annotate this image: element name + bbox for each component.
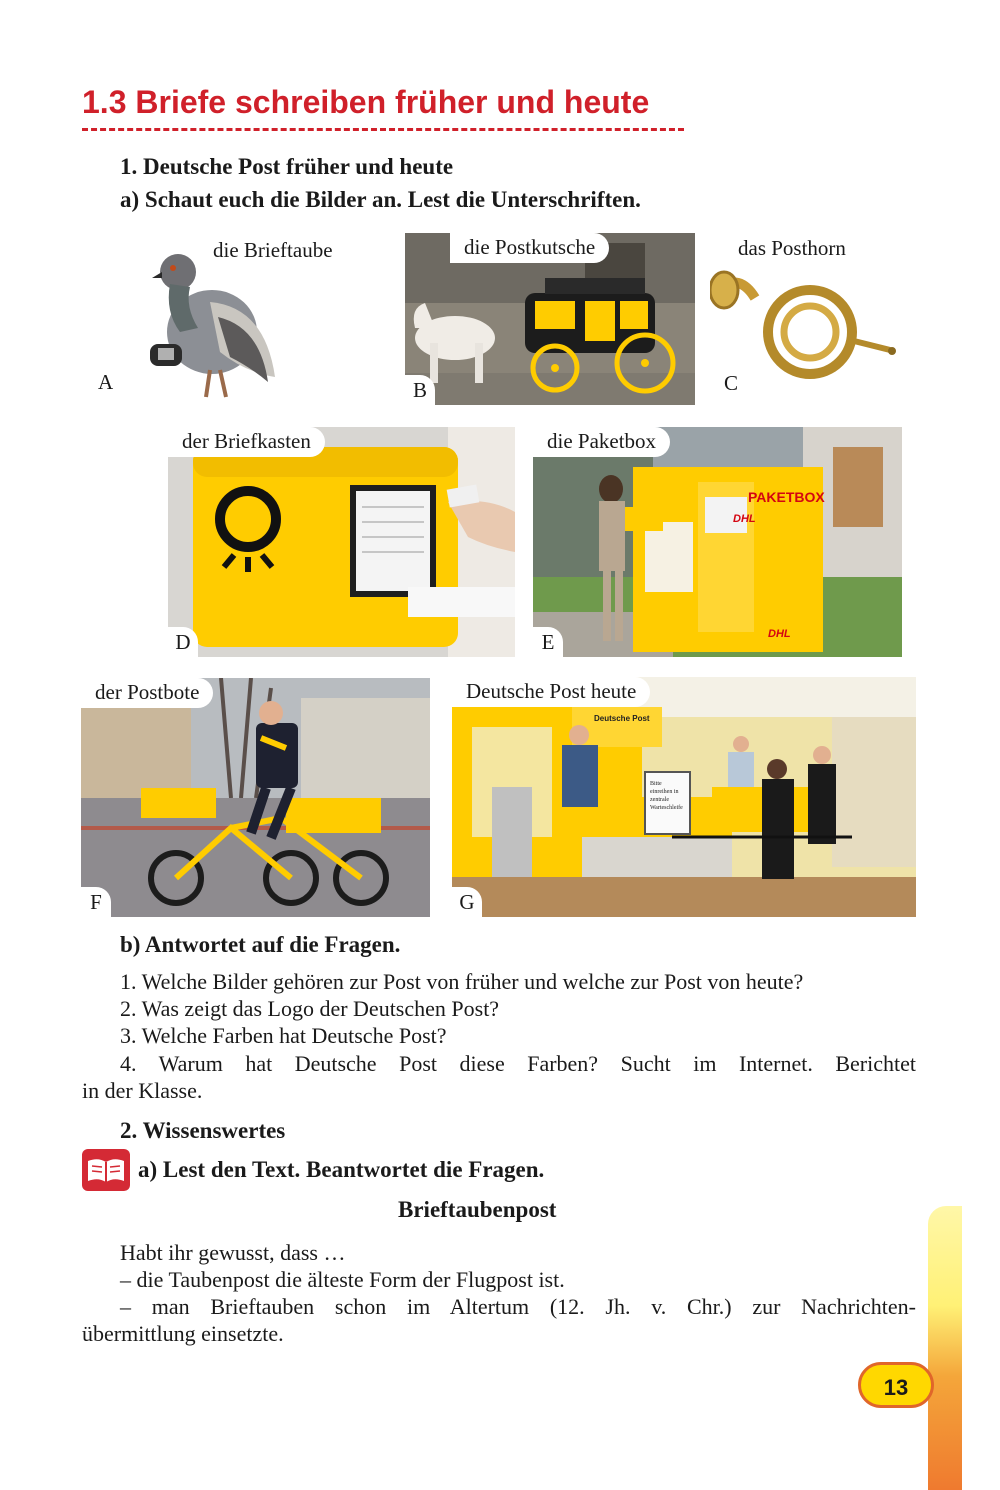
- caption-brieftaube: die Brieftaube: [213, 238, 333, 262]
- question-3: 3. Welche Farben hat Deutsche Post?: [120, 1023, 447, 1048]
- title-divider: [82, 128, 684, 131]
- page-title: 1.3 Briefe schreiben früher und heute: [82, 84, 650, 120]
- question-1: 1. Welche Bilder gehören zur Post von früher und welche zur Post von heute?: [120, 969, 804, 994]
- caption-paketbox: die Paketbox: [533, 427, 670, 457]
- photo-postkutsche: [405, 233, 695, 405]
- exercise-2a-instruction: a) Lest den Text. Beantwortet die Fragen.: [138, 1157, 545, 1182]
- picture-letter-a: A: [98, 370, 114, 394]
- picture-letter-f: F: [81, 887, 111, 917]
- picture-letter-e: E: [533, 627, 563, 657]
- book-icon: [82, 1149, 130, 1191]
- text-line-3: – man Brieftauben schon im Altertum (12. Jh. v. Chr.) zur Nachrichten-: [120, 1294, 916, 1319]
- picture-letter-d: D: [168, 627, 198, 657]
- picture-letter-b: B: [405, 375, 435, 405]
- exercise-1-heading: 1. Deutsche Post früher und heute: [120, 154, 454, 179]
- page-edge-strip: [928, 1206, 962, 1490]
- queue-sign: Bitte einreihen in zentrale Warteschleife: [650, 781, 683, 811]
- paketbox-sign: PAKETBOX: [748, 489, 825, 505]
- caption-postkutsche: die Postkutsche: [450, 233, 609, 263]
- dhl-logo-top: DHL: [733, 513, 756, 525]
- question-2: 2. Was zeigt das Logo der Deutschen Post?: [120, 996, 500, 1021]
- caption-post-heute: Deutsche Post heute: [452, 677, 650, 707]
- text-title: Brieftaubenpost: [398, 1197, 557, 1222]
- text-line-1: Habt ihr gewusst, dass …: [120, 1240, 346, 1265]
- exercise-2-heading: 2. Wissenswertes: [120, 1118, 286, 1143]
- text-line-2: – die Taubenpost die älteste Form der Flugpost ist.: [120, 1267, 565, 1292]
- photo-paketbox: [533, 427, 902, 657]
- dhl-logo-bottom: DHL: [768, 628, 791, 640]
- pigeon-illustration: [140, 232, 280, 402]
- task-b-heading: b) Antwortet auf die Fragen.: [120, 932, 401, 957]
- text-line-4: übermittlung einsetzte.: [82, 1321, 284, 1346]
- caption-briefkasten: der Briefkasten: [168, 427, 325, 457]
- question-4-line-2: in der Klasse.: [82, 1078, 203, 1103]
- question-4-line-1: 4. Warum hat Deutsche Post diese Farben? Sucht im Internet. Berichtet: [120, 1051, 916, 1076]
- picture-letter-c: C: [724, 371, 739, 395]
- photo-postbote: [81, 678, 430, 917]
- exercise-1a-instruction: a) Schaut euch die Bilder an. Lest die Unterschriften.: [120, 187, 641, 212]
- photo-briefkasten: [168, 427, 515, 657]
- deutsche-post-sign: Deutsche Post: [594, 714, 650, 723]
- page-number: 13: [858, 1362, 934, 1408]
- photo-deutsche-post-heute: [452, 677, 916, 917]
- caption-postbote: der Postbote: [81, 678, 213, 708]
- picture-letter-g: G: [452, 887, 482, 917]
- caption-posthorn: das Posthorn: [738, 236, 846, 260]
- posthorn-illustration: [710, 268, 900, 386]
